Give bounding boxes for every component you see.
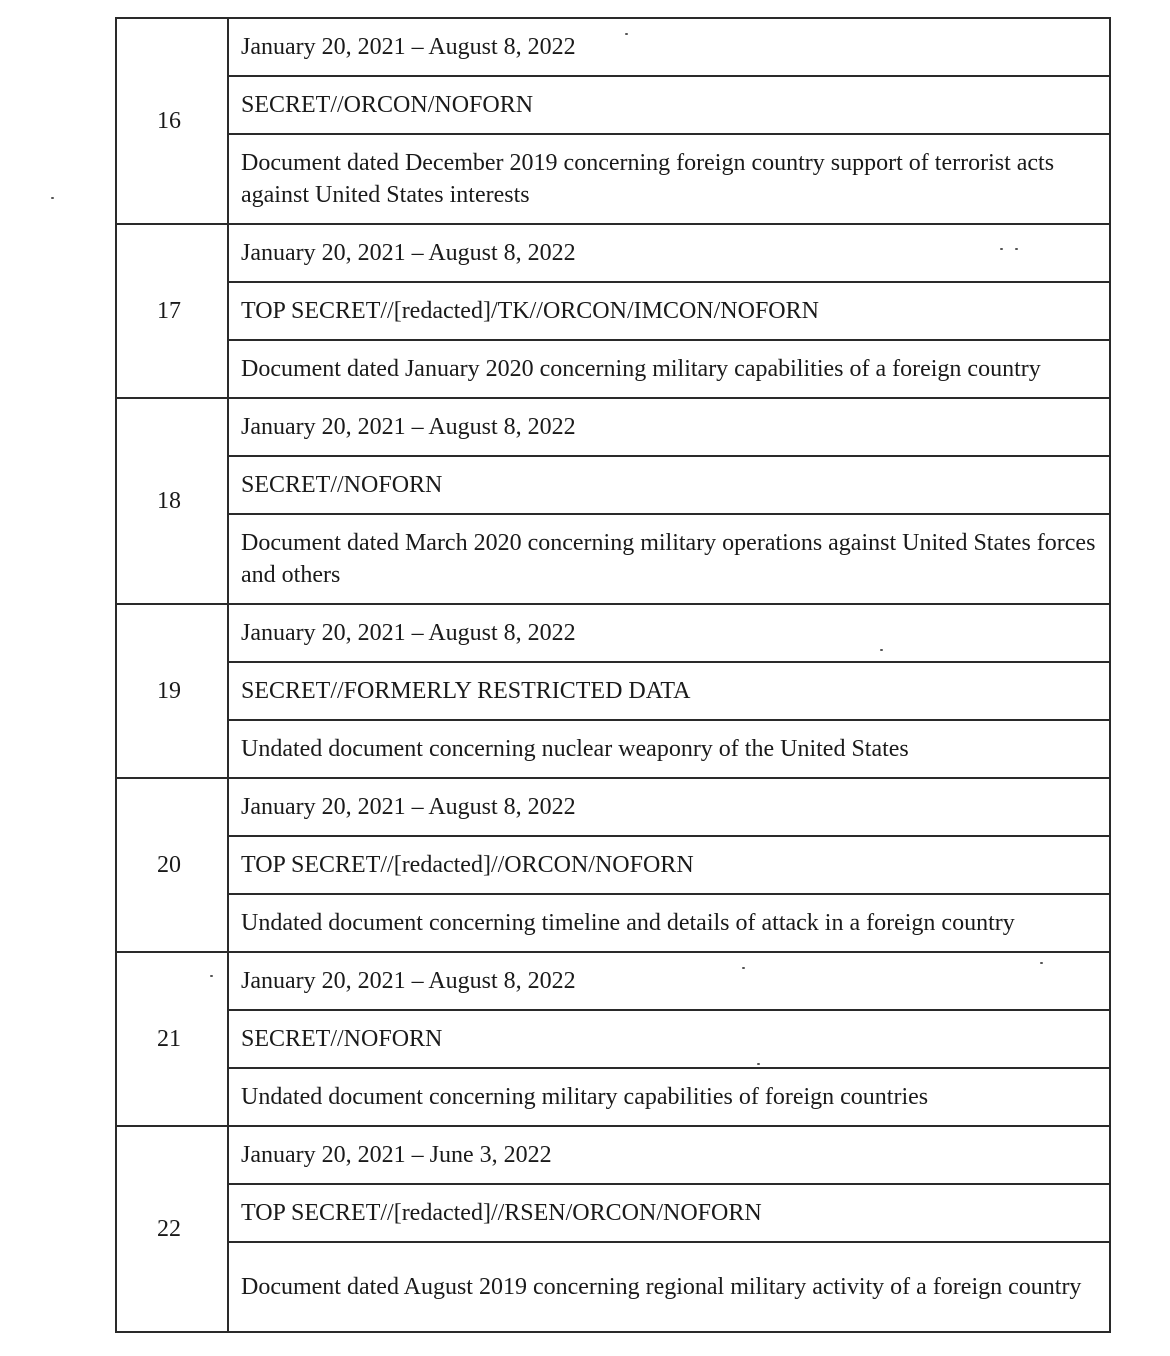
record-row xyxy=(116,778,1110,836)
record-row xyxy=(116,224,1110,282)
record-row xyxy=(116,18,1110,76)
record-number: 17 xyxy=(116,224,228,398)
record-row xyxy=(116,1242,1110,1332)
record-classification: SECRET//FORMERLY RESTRICTED DATA xyxy=(228,662,1110,720)
record-row xyxy=(116,894,1110,952)
record-number: 22 xyxy=(116,1126,228,1332)
scan-speck xyxy=(51,197,54,199)
record-classification: TOP SECRET//[redacted]/TK//ORCON/IMCON/NOFORN xyxy=(228,282,1110,340)
record-row xyxy=(116,604,1110,662)
record-classification: SECRET//ORCON/NOFORN xyxy=(228,76,1110,134)
record-classification: SECRET//NOFORN xyxy=(228,1010,1110,1068)
record-row xyxy=(116,1010,1110,1068)
record-row xyxy=(116,340,1110,398)
scan-speck xyxy=(1000,248,1003,250)
record-number: 20 xyxy=(116,778,228,952)
record-number: 16 xyxy=(116,18,228,224)
record-description: Document dated August 2019 concerning regional military activity of a foreign country xyxy=(228,1242,1110,1332)
record-row xyxy=(116,456,1110,514)
record-description: Undated document concerning nuclear weaponry of the United States xyxy=(228,720,1110,778)
record-row xyxy=(116,1184,1110,1242)
table-body xyxy=(116,18,1110,1332)
record-date-range: January 20, 2021 – August 8, 2022 xyxy=(228,952,1110,1010)
scan-speck xyxy=(1040,962,1043,964)
record-number: 19 xyxy=(116,604,228,778)
record-row xyxy=(116,76,1110,134)
record-row xyxy=(116,662,1110,720)
record-description: Document dated March 2020 concerning military operations against United States forces and others xyxy=(228,514,1110,604)
record-description: Document dated January 2020 concerning military capabilities of a foreign country xyxy=(228,340,1110,398)
record-date-range: January 20, 2021 – August 8, 2022 xyxy=(228,398,1110,456)
document-records-table xyxy=(115,17,1111,1333)
record-date-range: January 20, 2021 – August 8, 2022 xyxy=(228,224,1110,282)
record-row xyxy=(116,1068,1110,1126)
scan-speck xyxy=(880,649,883,651)
record-date-range: January 20, 2021 – August 8, 2022 xyxy=(228,18,1110,76)
scan-speck xyxy=(742,967,745,969)
scan-speck xyxy=(625,33,628,35)
scan-speck xyxy=(1015,248,1018,250)
record-row xyxy=(116,720,1110,778)
scan-speck xyxy=(757,1063,760,1065)
record-row xyxy=(116,514,1110,604)
record-classification: TOP SECRET//[redacted]//ORCON/NOFORN xyxy=(228,836,1110,894)
record-number: 18 xyxy=(116,398,228,604)
record-row xyxy=(116,952,1110,1010)
record-classification: TOP SECRET//[redacted]//RSEN/ORCON/NOFORN xyxy=(228,1184,1110,1242)
record-description: Undated document concerning timeline and details of attack in a foreign country xyxy=(228,894,1110,952)
record-row xyxy=(116,398,1110,456)
record-date-range: January 20, 2021 – August 8, 2022 xyxy=(228,604,1110,662)
record-description: Undated document concerning military capabilities of foreign countries xyxy=(228,1068,1110,1126)
record-date-range: January 20, 2021 – June 3, 2022 xyxy=(228,1126,1110,1184)
record-row xyxy=(116,1126,1110,1184)
record-description: Document dated December 2019 concerning foreign country support of terrorist acts against United States interests xyxy=(228,134,1110,224)
record-row xyxy=(116,134,1110,224)
record-row xyxy=(116,836,1110,894)
record-classification: SECRET//NOFORN xyxy=(228,456,1110,514)
record-date-range: January 20, 2021 – August 8, 2022 xyxy=(228,778,1110,836)
record-row xyxy=(116,282,1110,340)
record-number: 21 xyxy=(116,952,228,1126)
scan-speck xyxy=(210,975,213,977)
